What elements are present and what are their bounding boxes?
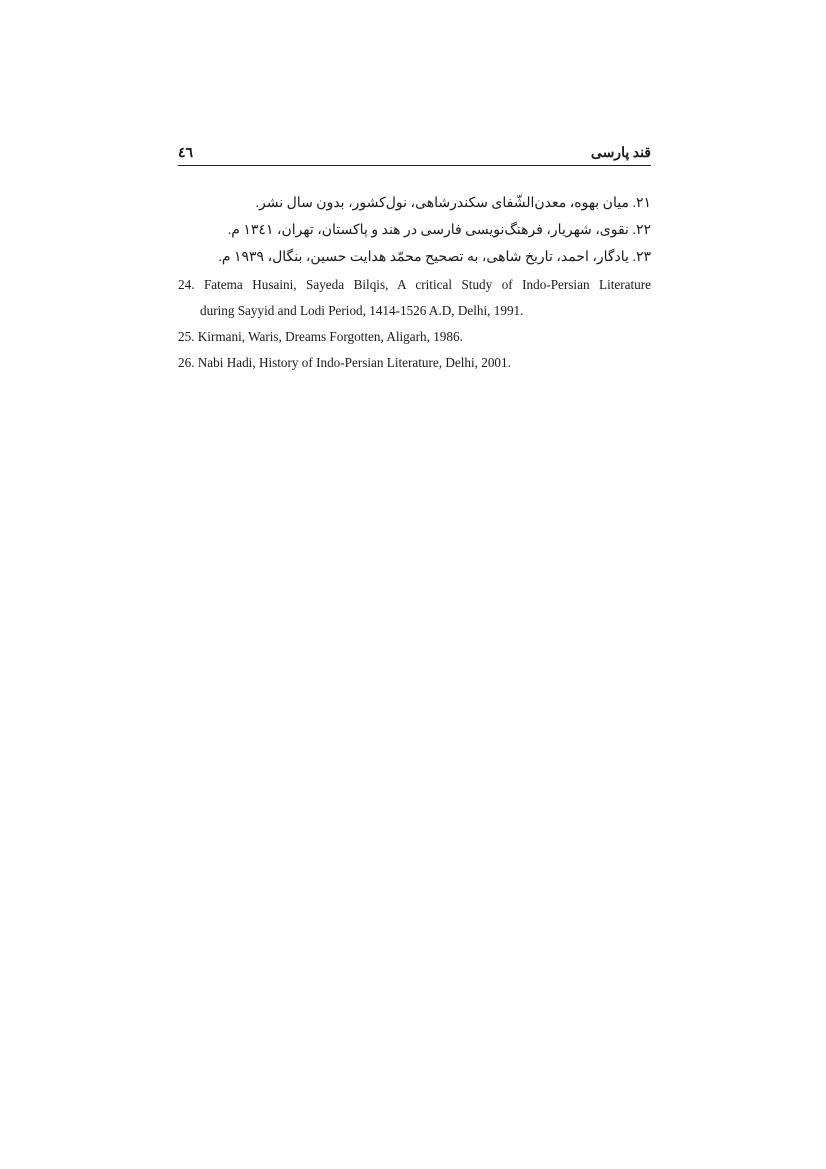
reference-24-line-1: 24. Fatema Husaini, Sayeda Bilqis, A critical Study of Indo-Persian Literature bbox=[178, 277, 651, 292]
reference-23: ۲۳. یادگار، احمد، تاریخ شاهی، به تصحیح محمّد هدایت حسین، بنگال، ۱۹۳۹ م. bbox=[218, 250, 651, 265]
reference-26: 26. Nabi Hadi, History of Indo-Persian Literature, Delhi, 2001. bbox=[178, 355, 511, 370]
reference-list bbox=[178, 190, 651, 376]
reference-25: 25. Kirmani, Waris, Dreams Forgotten, Aligarh, 1986. bbox=[178, 329, 463, 344]
journal-title: قند پارسی bbox=[590, 146, 651, 161]
reference-24-line-2: during Sayyid and Lodi Period, 1414-1526 A.D, Delhi, 1991. bbox=[200, 303, 524, 318]
reference-22: ۲۲. نقوی، شهریار، فرهنگ‌نویسی فارسی در هند و پاکستان، تهران، ۱۳٤۱ م. bbox=[227, 223, 651, 238]
page-number: ٤٦ bbox=[178, 146, 194, 161]
reference-21: ۲۱. میان بهوه، معدن‌الشّفای سکندرشاهی، نول‌کشور، بدون سال نشر. bbox=[255, 196, 651, 211]
running-header bbox=[178, 143, 651, 166]
